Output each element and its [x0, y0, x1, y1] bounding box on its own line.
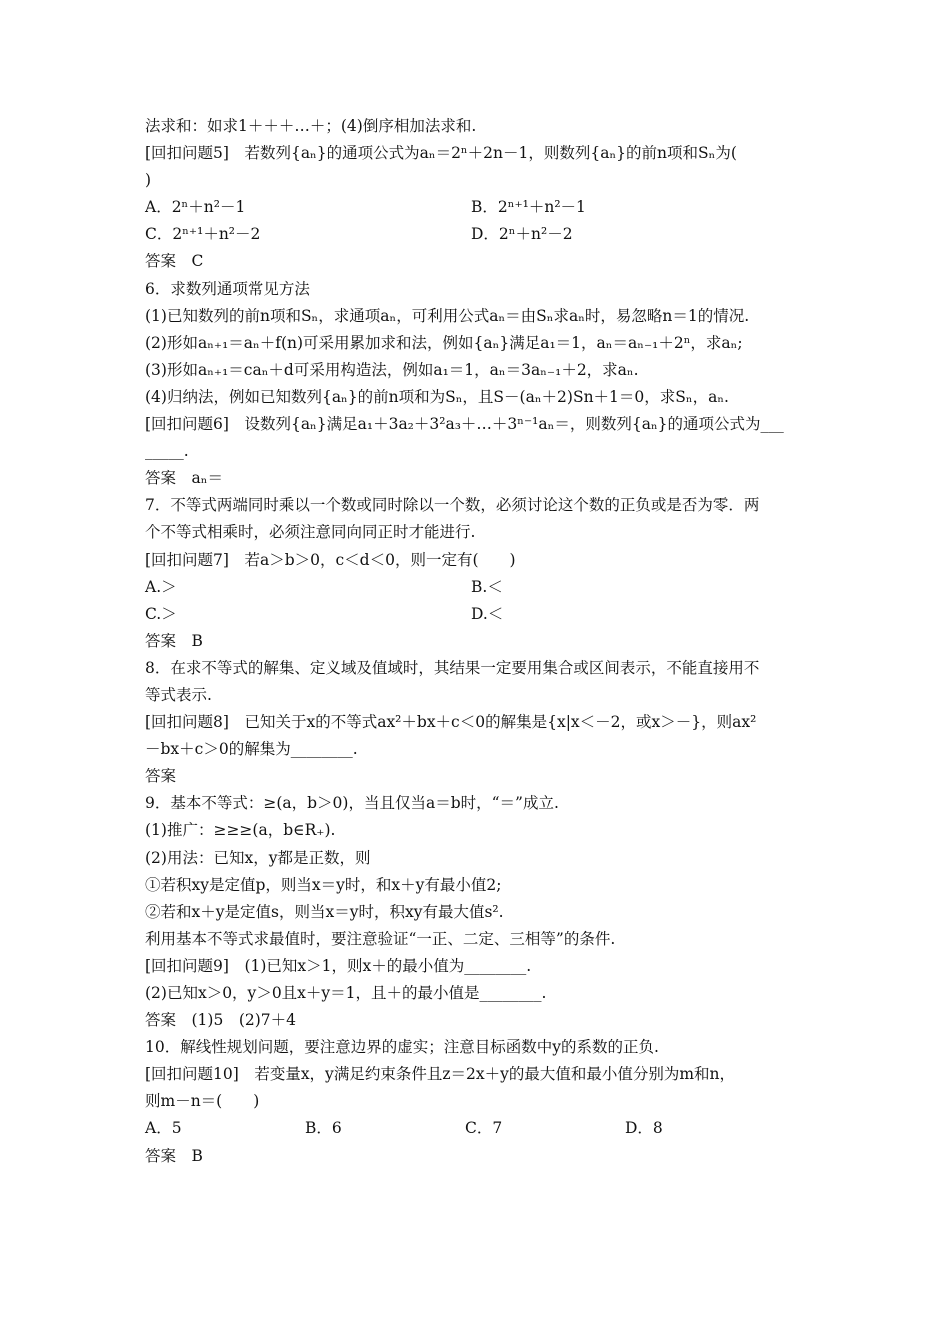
- text-line: 利用基本不等式求最值时，要注意验证“一正、二定、三相等”的条件.: [145, 929, 616, 948]
- section-heading: 7．不等式两端同时乘以一个数或同时除以一个数，必须讨论这个数的正负或是否为零．两: [145, 496, 760, 515]
- question-6: [回扣问题6] 设数列{aₙ}满足a₁＋3a₂＋3²a₃＋…＋3ⁿ⁻¹aₙ＝，则数列{aₙ}的通项公式为___: [145, 415, 784, 434]
- section-heading: 10．解线性规划问题，要注意边界的虚实；注意目标函数中y的系数的正负.: [145, 1038, 659, 1057]
- text-line: (4)归纳法，例如已知数列{aₙ}的前n项和为Sₙ，且S－(aₙ＋2)Sn＋1＝0，求Sₙ，aₙ.: [145, 387, 729, 406]
- text-line: (2)形如aₙ₊₁＝aₙ＋f(n)可采用累加求和法，例如{aₙ}满足a₁＝1，aₙ＝aₙ₋₁＋2ⁿ，求aₙ;: [145, 333, 743, 352]
- option-c: C．7: [465, 1119, 503, 1138]
- text-line: (1)已知数列的前n项和Sₙ，求通项aₙ，可利用公式aₙ＝由Sₙ求aₙ时，易忽略n＝1的情况.: [145, 306, 750, 325]
- option-c: C．2ⁿ⁺¹＋n²－2: [145, 225, 261, 244]
- question-10: [回扣问题10] 若变量x，y满足约束条件且z＝2x＋y的最大值和最小值分别为m和n，: [145, 1065, 736, 1084]
- question-5: [回扣问题5] 若数列{aₙ}的通项公式为aₙ＝2ⁿ＋2n－1，则数列{aₙ}的前n项和Sₙ为(: [145, 144, 737, 163]
- question-8: [回扣问题8] 已知关于x的不等式ax²＋bx＋c＜0的解集是{x|x＜－2，或x＞－}，则ax²: [145, 713, 757, 732]
- question-9: [回扣问题9] (1)已知x＞1，则x＋的最小值为________.: [145, 956, 532, 975]
- text-line: (3)形如aₙ₊₁＝caₙ＋d可采用构造法，例如a₁＝1，aₙ＝3aₙ₋₁＋2，求aₙ.: [145, 360, 639, 379]
- text-line: ②若和x＋y是定值s，则当x＝y时，积xy有最大值s².: [145, 902, 504, 921]
- text-line: (2)用法：已知x，y都是正数，则: [145, 848, 371, 867]
- answer: 答案: [145, 767, 177, 786]
- option-a: A．5: [145, 1119, 182, 1138]
- answer: 答案 aₙ＝: [145, 469, 223, 488]
- answer: 答案 B: [145, 631, 203, 650]
- options-row: [145, 577, 815, 604]
- options-row: [145, 604, 815, 631]
- option-b: B.＜: [471, 577, 503, 596]
- text-line: 个不等式相乘时，必须注意同向同正时才能进行.: [145, 523, 476, 542]
- option-c: C.＞: [145, 604, 177, 623]
- text-line: 法求和：如求1＋＋＋…＋；(4)倒序相加法求和.: [145, 117, 477, 135]
- option-d: D.＜: [471, 604, 504, 623]
- options-row: [145, 1118, 815, 1145]
- option-d: D．8: [625, 1119, 663, 1138]
- text-line: ①若积xy是定值p，则当x＝y时，和x＋y有最小值2;: [145, 875, 502, 894]
- option-a: A．2ⁿ＋n²－1: [145, 198, 246, 217]
- answer: 答案 (1)5 (2)7＋4: [145, 1011, 296, 1030]
- text-line: (1)推广：≥≥≥(a，b∈R₊).: [145, 821, 336, 840]
- document-page: [145, 116, 815, 1173]
- answer: 答案 B: [145, 1146, 203, 1165]
- section-heading: 6．求数列通项常见方法: [145, 279, 310, 298]
- answer: 答案 C: [145, 252, 204, 271]
- text-line: －bx＋c＞0的解集为________.: [145, 740, 358, 759]
- section-heading: 9．基本不等式：≥(a，b＞0)，当且仅当a＝b时，“＝”成立.: [145, 794, 559, 813]
- text-line: 则m－n＝( ): [145, 1092, 260, 1111]
- section-heading: 8．在求不等式的解集、定义域及值域时，其结果一定要用集合或区间表示，不能直接用不: [145, 658, 760, 677]
- option-d: D．2ⁿ＋n²－2: [471, 225, 573, 244]
- text-line: _____.: [145, 442, 189, 461]
- options-row: [145, 224, 815, 251]
- option-b: B．2ⁿ⁺¹＋n²－1: [471, 198, 586, 217]
- text-line: 等式表示.: [145, 685, 212, 704]
- option-a: A.＞: [145, 577, 177, 596]
- question-7: [回扣问题7] 若a＞b＞0，c＜d＜0，则一定有( ): [145, 550, 516, 569]
- option-b: B．6: [305, 1119, 342, 1138]
- text-line: (2)已知x＞0，y＞0且x＋y＝1，且＋的最小值是________.: [145, 984, 547, 1002]
- text-line: ): [145, 171, 152, 190]
- options-row: [145, 197, 815, 224]
